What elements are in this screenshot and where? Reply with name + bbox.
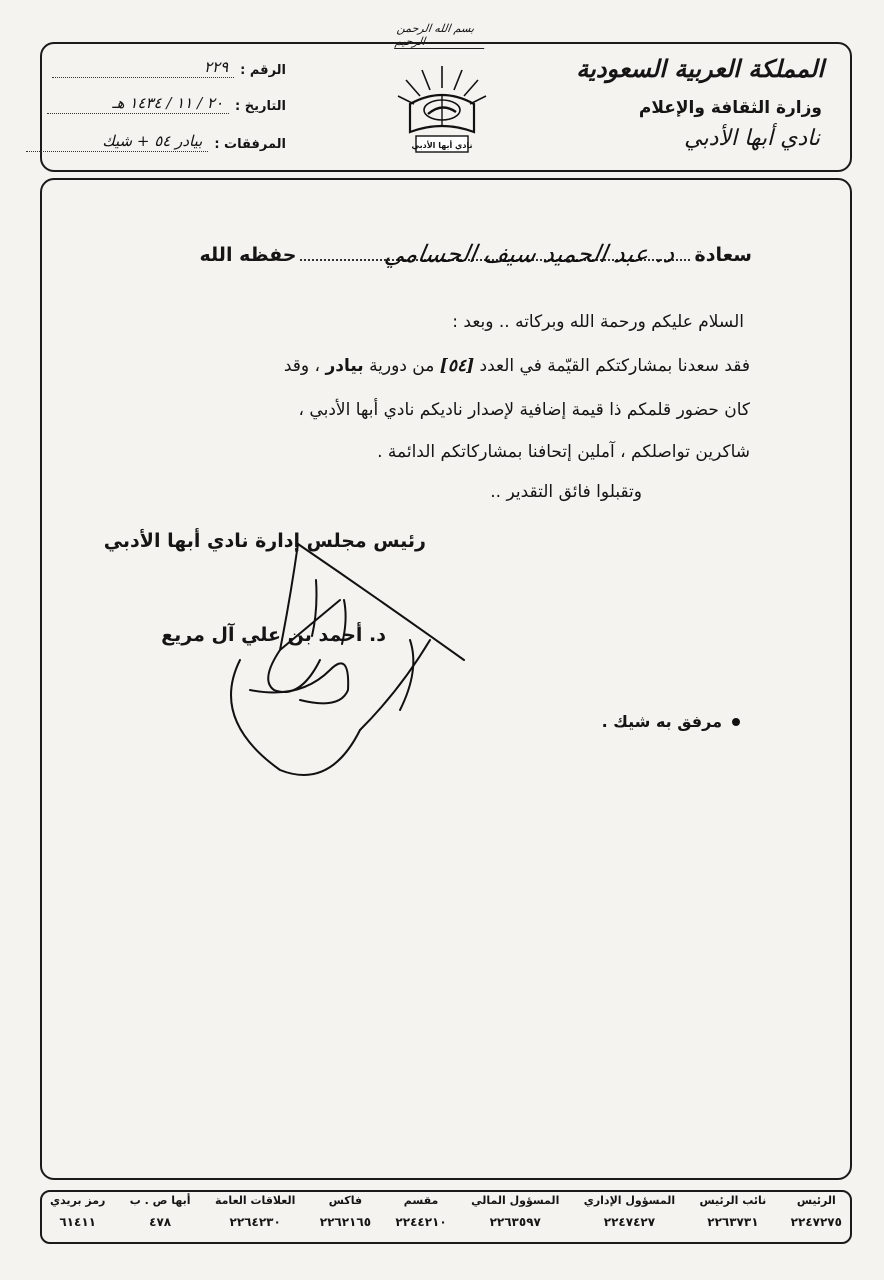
footer-contact-number: ٤٧٨	[149, 1215, 172, 1229]
footer-contacts	[50, 1194, 842, 1240]
bullet-icon	[732, 718, 740, 726]
line1-suffix: ، وقد	[283, 356, 321, 376]
footer-contact	[471, 1194, 559, 1240]
number-value: ٢٢٩	[52, 58, 234, 78]
footer-contact-number: ٦١٤١١	[59, 1215, 96, 1229]
salutation-word: سعادة	[694, 244, 752, 266]
footer-contact	[700, 1194, 767, 1240]
basmala: بسم الله الرحمن الرحيم	[394, 22, 488, 49]
signatory-title: رئيس مجلس إدارة نادي أبها الأدبي	[103, 530, 426, 552]
closing: وتقبلوا فائق التقدير ..	[490, 482, 642, 502]
recipient-name: د. عبد الحميد سيف الحسامي	[382, 240, 677, 268]
issue-number: [٥٤]	[439, 356, 475, 376]
footer-contact-label: مقسم	[403, 1194, 439, 1207]
date-field	[47, 94, 286, 114]
body-line-2: كان حضور قلمكم ذا قيمة إضافية لإصدار ناديكم نادي أبها الأدبي ،	[298, 400, 750, 420]
footer-contact-label: أبها ص . ب	[129, 1194, 191, 1207]
body-line-1	[284, 356, 750, 376]
club-name: نادي أبها الأدبي	[684, 126, 820, 151]
club-logo	[392, 58, 492, 158]
honorific: حفظه الله	[199, 244, 297, 266]
attachments-label: المرفقات :	[214, 137, 286, 152]
line1-prefix: فقد سعدنا بمشاركتكم القيّمة في العدد	[479, 356, 750, 376]
attachments-field	[26, 132, 286, 152]
date-value: ٢٠ / ١١ / ١٤٣٤ هـ	[47, 94, 229, 114]
number-label: الرقم :	[240, 63, 286, 78]
greeting: السلام عليكم ورحمة الله وبركاته .. وبعد :	[452, 312, 744, 332]
footer-contact-number: ٢٢٦٣٥٩٧	[489, 1215, 541, 1229]
footer-contact	[584, 1194, 675, 1240]
journal-name: بيادر	[325, 356, 364, 376]
footer-contact-number: ٢٢٤٧٤٢٧	[603, 1215, 656, 1229]
line1-mid: من دورية	[369, 356, 435, 376]
body-line-3: شاكرين تواصلكم ، آملين إتحافنا بمشاركاتكم الدائمة .	[377, 442, 750, 462]
attachment-note: مرفق به شيك .	[601, 712, 722, 731]
attachments-value: بيادر ٥٤ + شيك	[26, 132, 208, 152]
footer-contact-label: المسؤول المالي	[471, 1194, 560, 1207]
footer-contact-label: رمز بريدي	[50, 1194, 106, 1207]
org-name: المملكة العربية السعودية	[576, 54, 824, 83]
signatory-name: د. أحمد بن علي آل مريع	[161, 624, 386, 646]
footer-contact	[130, 1194, 191, 1240]
footer-contact-label: فاكس	[328, 1194, 363, 1207]
footer-contact-number: ٢٢٦٣٧٣١	[707, 1215, 759, 1229]
ministry-name: وزارة الثقافة والإعلام	[638, 98, 822, 118]
attachment-note-row	[602, 712, 740, 731]
logo-caption: نادي أبها الأدبي	[411, 141, 473, 150]
footer-contact	[50, 1194, 105, 1240]
footer-contact-number: ٢٢٦٢١٦٥	[319, 1215, 372, 1229]
date-label: التاريخ :	[235, 99, 286, 114]
reference-number-field	[52, 58, 286, 78]
footer-contact	[320, 1194, 371, 1240]
footer-contact-number: ٢٢٤٧٢٧٥	[790, 1215, 842, 1229]
footer-contact-label: العلاقات العامة	[214, 1194, 296, 1207]
footer-contact-label: الرئيس	[796, 1194, 836, 1207]
footer-contact	[791, 1194, 842, 1240]
footer-contact	[215, 1194, 295, 1240]
footer-contact-number: ٢٢٤٤٢١٠	[395, 1215, 447, 1229]
footer-contact-label: المسؤول الإداري	[583, 1194, 676, 1207]
footer-contact	[395, 1194, 446, 1240]
footer-contact-label: نائب الرئيس	[699, 1194, 767, 1207]
footer-contact-number: ٢٢٦٤٢٣٠	[229, 1215, 281, 1229]
